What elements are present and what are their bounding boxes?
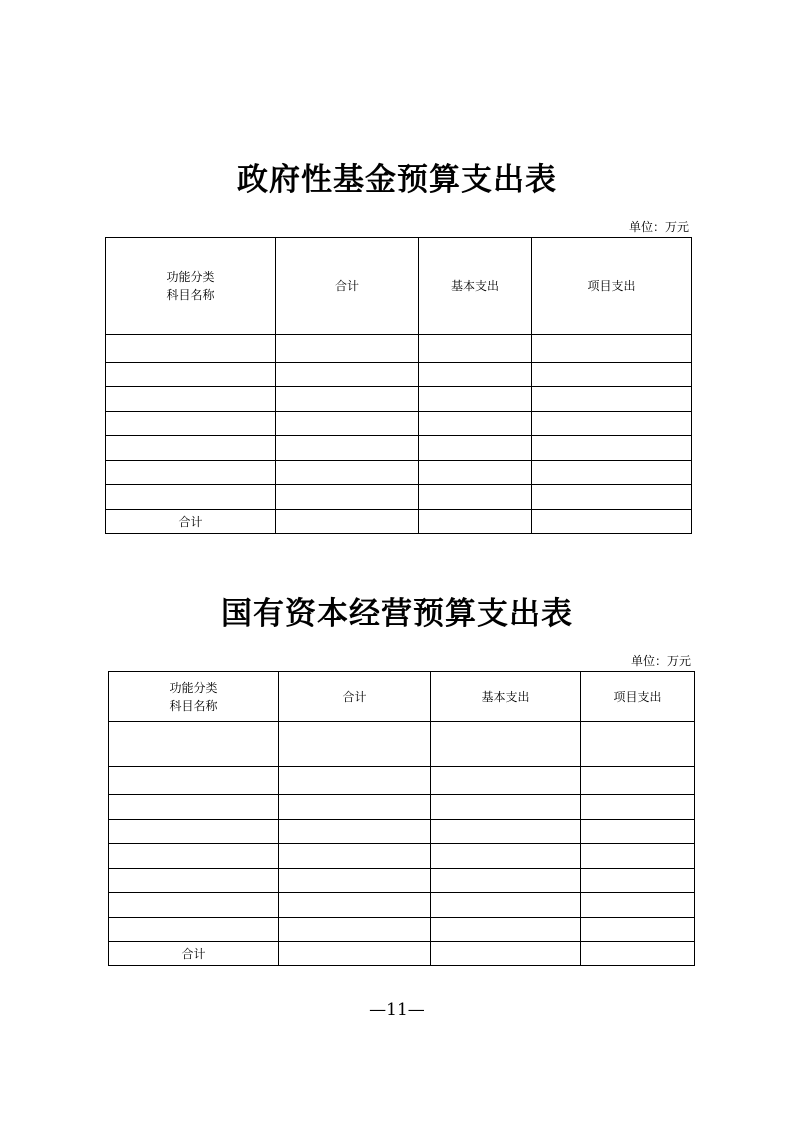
header-row [106, 238, 692, 335]
table-cell [431, 869, 581, 893]
table-row [109, 844, 695, 869]
table-cell [419, 412, 532, 436]
table-cell [532, 461, 692, 485]
table-cell [109, 722, 279, 767]
table-cell [581, 722, 695, 767]
table-cell [106, 387, 276, 412]
header-category-line1: 功能分类 [166, 270, 215, 284]
total-cell [532, 510, 692, 534]
table-cell [419, 485, 532, 510]
government-fund-table [105, 237, 692, 534]
header-category [109, 672, 279, 722]
table-cell [279, 918, 431, 942]
total-row [106, 510, 692, 534]
page-number: —11— [369, 1000, 425, 1020]
table-cell [279, 795, 431, 820]
table-cell [106, 363, 276, 387]
total-label: 合计 [109, 942, 279, 966]
header-category [106, 238, 276, 335]
header-project: 项目支出 [581, 672, 695, 722]
table-cell [279, 722, 431, 767]
table-row [109, 767, 695, 795]
table-cell [431, 893, 581, 918]
table-cell [276, 387, 419, 412]
table-cell [106, 485, 276, 510]
table-cell [106, 412, 276, 436]
total-label: 合计 [106, 510, 276, 534]
table-cell [109, 820, 279, 844]
header-category-line1: 功能分类 [169, 680, 218, 695]
table-cell [419, 363, 532, 387]
table-cell [109, 767, 279, 795]
total-cell [581, 942, 695, 966]
table-cell [581, 893, 695, 918]
header-project: 项目支出 [532, 238, 692, 335]
table-row [109, 722, 695, 767]
table-cell [276, 461, 419, 485]
table-cell [276, 335, 419, 363]
state-capital-title: 国有资本经营预算支出表 [221, 596, 573, 632]
table-cell [419, 436, 532, 461]
table-cell [581, 820, 695, 844]
table-cell [276, 485, 419, 510]
table-cell [419, 335, 532, 363]
table-cell [532, 335, 692, 363]
table-cell [581, 918, 695, 942]
table-cell [109, 918, 279, 942]
table-cell [109, 844, 279, 869]
table-cell [431, 722, 581, 767]
table-row [106, 485, 692, 510]
government-fund-title: 政府性基金预算支出表 [237, 162, 557, 198]
table-cell [419, 387, 532, 412]
total-row [109, 942, 695, 966]
table-cell [431, 767, 581, 795]
table-cell [581, 844, 695, 869]
table-cell [581, 869, 695, 893]
table-cell [279, 767, 431, 795]
header-category-line2: 科目名称 [169, 698, 218, 713]
table-cell [581, 795, 695, 820]
header-basic: 基本支出 [419, 238, 532, 335]
total-cell [276, 510, 419, 534]
table-cell [106, 436, 276, 461]
table-cell [279, 869, 431, 893]
table-row [106, 363, 692, 387]
table-cell [431, 844, 581, 869]
table-cell [109, 893, 279, 918]
header-basic: 基本支出 [431, 672, 581, 722]
table-cell [276, 412, 419, 436]
table-row [109, 918, 695, 942]
table-cell [431, 918, 581, 942]
header-total: 合计 [276, 238, 419, 335]
table-cell [279, 820, 431, 844]
state-capital-table [108, 671, 695, 966]
header-category-line2: 科目名称 [166, 288, 215, 302]
table-row [106, 412, 692, 436]
unit-label: 单位：万元 [630, 654, 691, 668]
table-cell [419, 461, 532, 485]
table-cell [532, 387, 692, 412]
table-cell [109, 795, 279, 820]
table-row [106, 335, 692, 363]
total-cell [431, 942, 581, 966]
header-total: 合计 [279, 672, 431, 722]
table-cell [581, 767, 695, 795]
table-row [106, 436, 692, 461]
total-cell [279, 942, 431, 966]
table-row [106, 387, 692, 412]
table-cell [109, 869, 279, 893]
table-row [106, 461, 692, 485]
table-cell [276, 436, 419, 461]
table-row [109, 869, 695, 893]
table-cell [279, 844, 431, 869]
table-cell [106, 461, 276, 485]
table-cell [106, 335, 276, 363]
table-cell [532, 485, 692, 510]
table-cell [279, 893, 431, 918]
unit-label: 单位：万元 [628, 220, 689, 234]
table-row [109, 795, 695, 820]
table-cell [431, 820, 581, 844]
table-cell [431, 795, 581, 820]
table-cell [532, 363, 692, 387]
table-row [109, 820, 695, 844]
table-cell [276, 363, 419, 387]
table-cell [532, 412, 692, 436]
header-row [109, 672, 695, 722]
table-cell [532, 436, 692, 461]
table-row [109, 893, 695, 918]
total-cell [419, 510, 532, 534]
